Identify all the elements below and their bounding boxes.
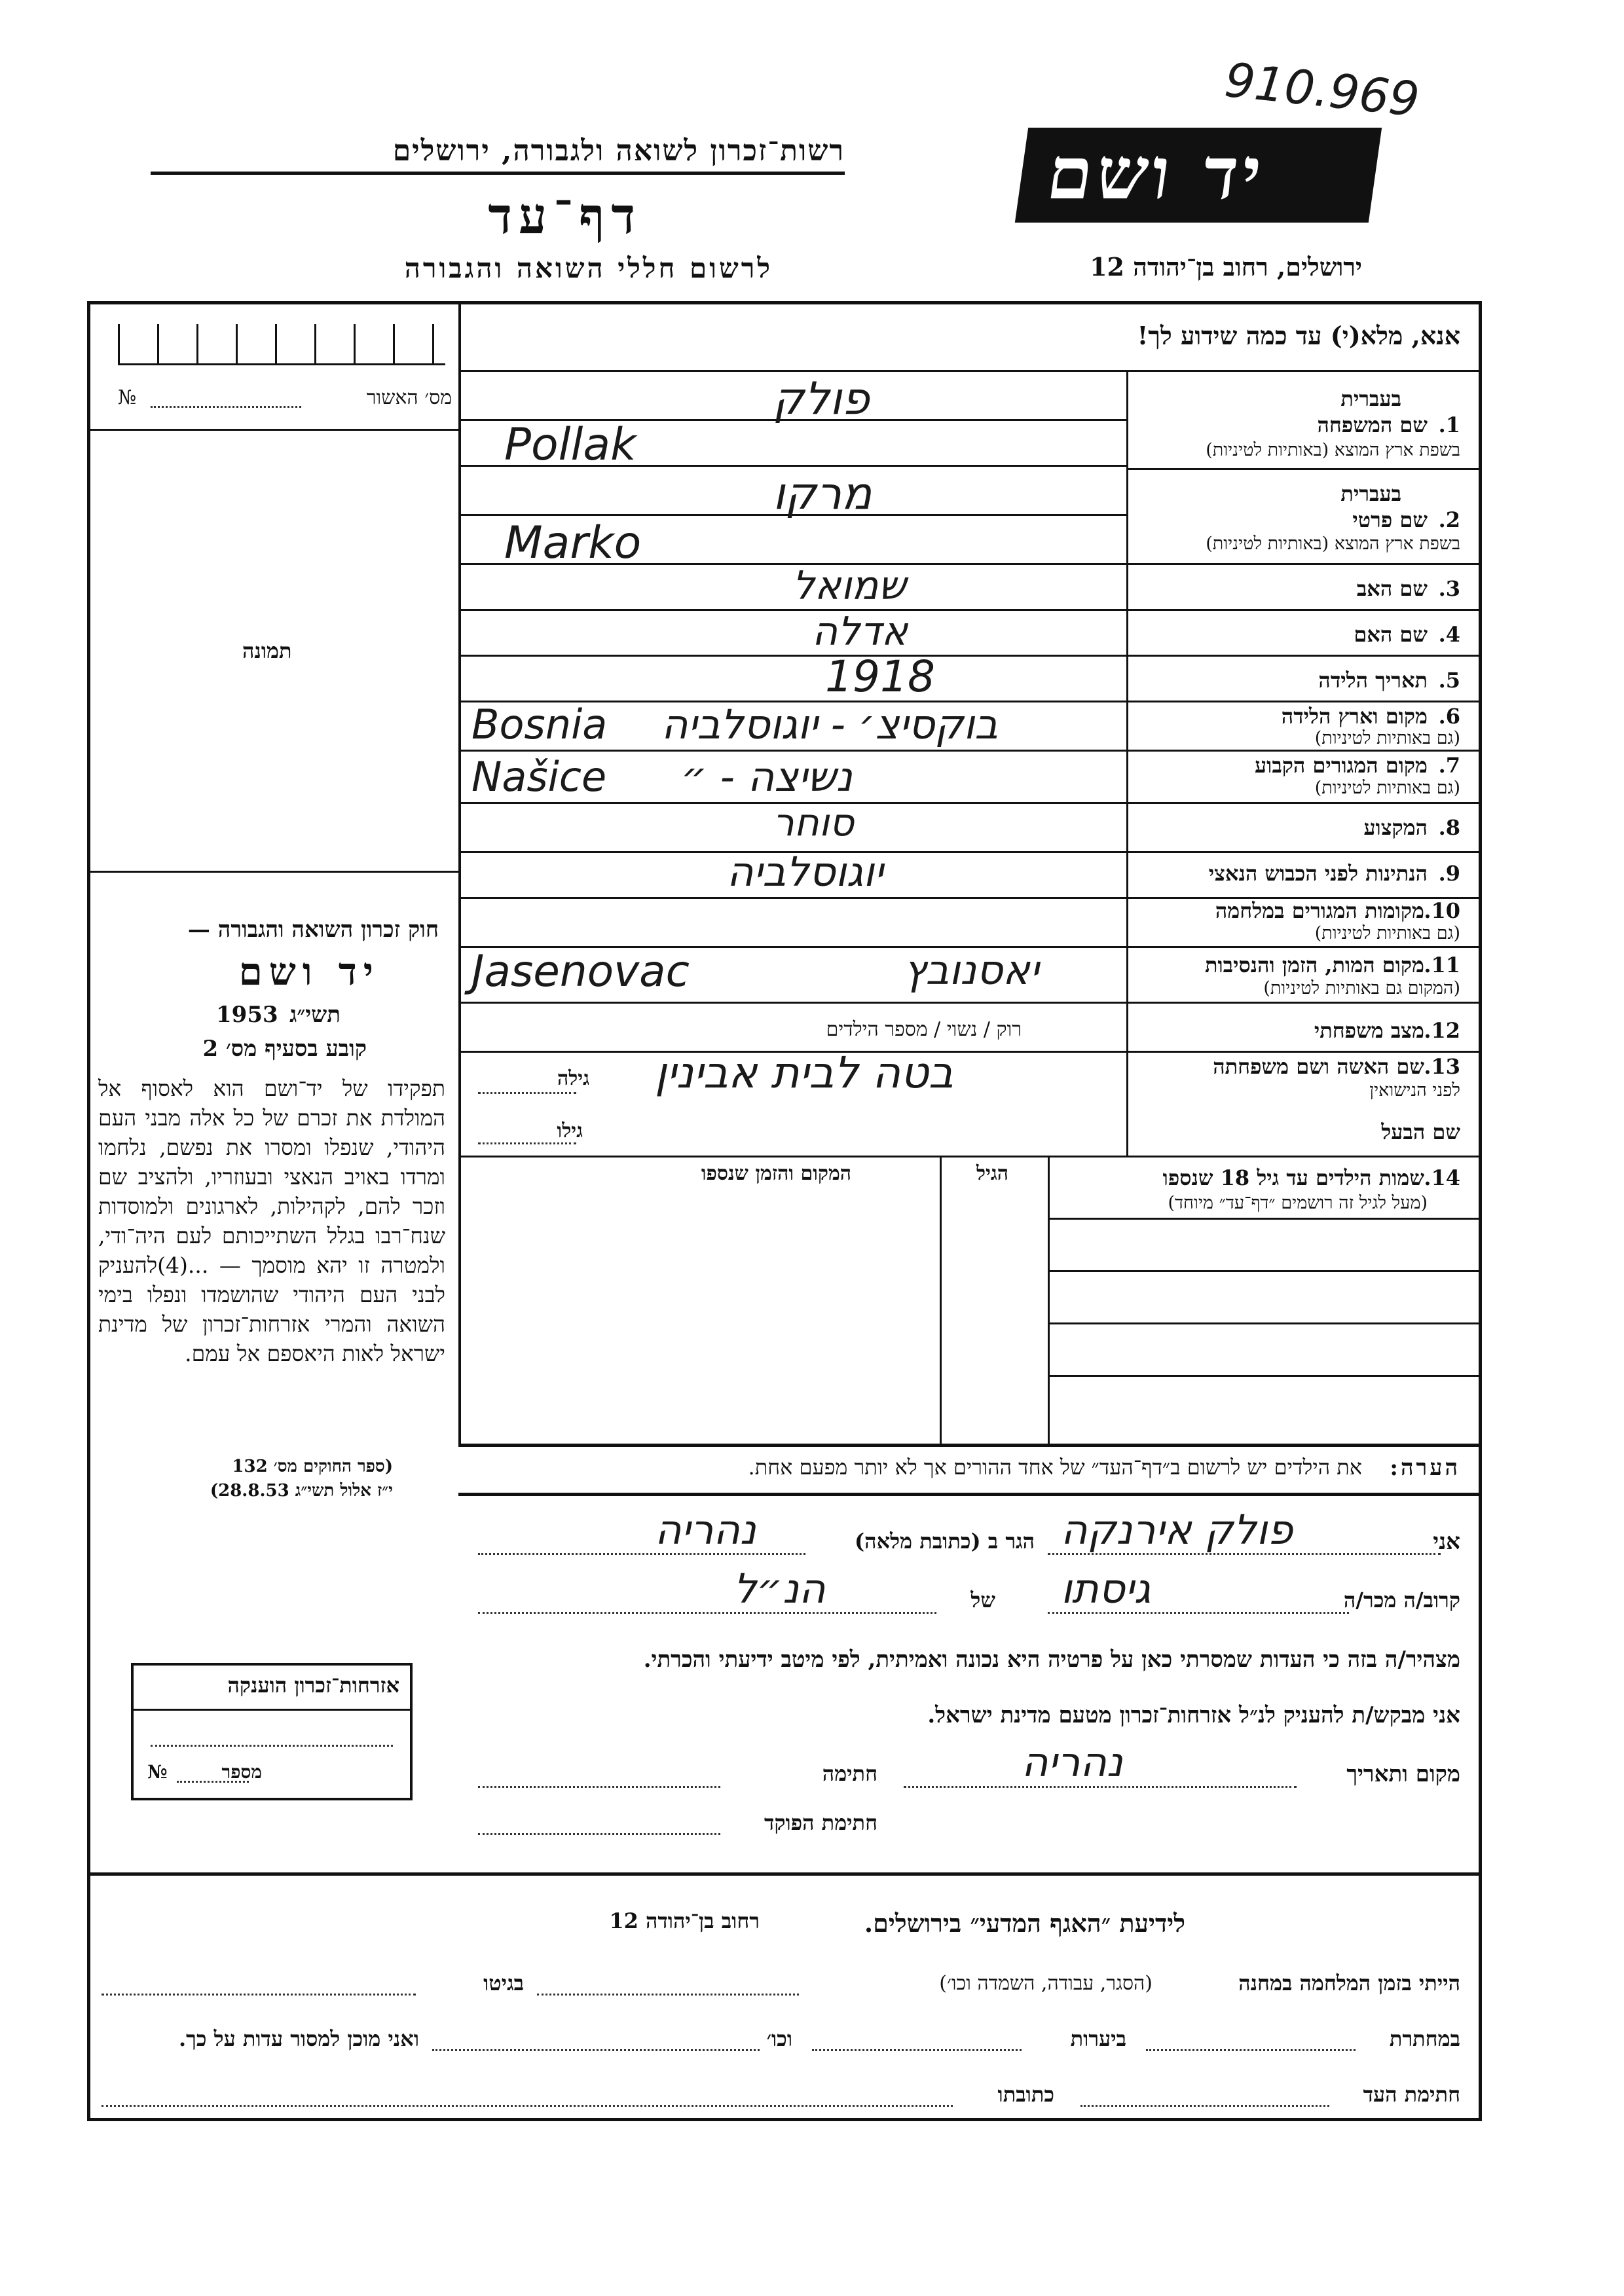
row-line: [461, 1002, 1126, 1004]
field-3-label: שם האב: [1356, 576, 1428, 601]
law-year: 1953: [216, 1002, 278, 1028]
intro-text: אנא, מלא(י) עד כמה שידוע לך!: [1137, 321, 1460, 350]
field-6-value-he: בוקסיצ׳ - יוגוסלביה: [661, 701, 999, 748]
field-6-label: מקום וארץ הלידה: [1281, 704, 1428, 729]
children-col-1: [940, 1156, 942, 1444]
declaration-address: נהריה: [655, 1506, 756, 1554]
children-label: שמות הילדים עד גיל 18 שנספו: [1162, 1165, 1424, 1190]
logo-text: יד ושם: [1042, 131, 1271, 215]
label-sep: [1128, 701, 1482, 702]
relation-value: גיסתו: [1061, 1565, 1151, 1613]
law-year-he: תשי״ג: [289, 1002, 341, 1028]
field-12-label: מצב משפחתי: [1314, 1018, 1424, 1043]
field-12-num: 12.: [1424, 1018, 1460, 1043]
footer-line1-a: הייתי בזמן המלחמה במחנה: [1238, 1971, 1460, 1995]
footer-line3-b: כתובתו: [997, 2082, 1054, 2107]
field-13-age-label: גילה: [557, 1067, 589, 1090]
field-8-label: המקצוע: [1363, 815, 1428, 840]
children-row-line: [1050, 1270, 1482, 1272]
field-1-value-he: פולק: [773, 373, 870, 425]
declaration-name-dots: [1048, 1553, 1441, 1555]
label-sep: [1128, 609, 1482, 611]
footer-line2-dots-2: [812, 2049, 1022, 2051]
citizenship-dots: [151, 1745, 393, 1747]
label-sep: [1128, 563, 1482, 565]
citizenship-no: №: [147, 1761, 168, 1783]
footer-line2-dots-3: [432, 2049, 760, 2051]
label-sep: [1128, 802, 1482, 804]
children-sub: (מעל לגיל זה רושמים ״דף־עד״ מיוחד): [1168, 1193, 1428, 1213]
field-1-sub: בשפת ארץ המוצא (באותיות לטיניות): [1206, 440, 1460, 460]
field-13-sub: לפני הנישואין: [1369, 1080, 1460, 1101]
of-dots: [478, 1612, 936, 1614]
field-8-num: 8.: [1438, 815, 1460, 840]
note-text: את הילדים יש לרשום ב״דף־העד״ של אחד ההורים אך לא יותר מפעם אחת.: [748, 1455, 1362, 1480]
footer-line2-dots-1: [1146, 2049, 1356, 2051]
field-13-label: שם האשה ושם משפחתה: [1213, 1054, 1424, 1079]
yad-vashem-logo: [1015, 128, 1382, 223]
footer-address: רחוב בן־יהודה 12: [609, 1908, 760, 1933]
label-sep: [1128, 1002, 1482, 1004]
children-col-2: [1048, 1156, 1050, 1444]
field-7-num: 7.: [1438, 753, 1460, 778]
field-10-sub: (גם באותיות לטיניות): [1314, 923, 1460, 943]
footer-line3-dots-2: [101, 2105, 953, 2107]
row-line: [461, 897, 1126, 899]
law-text: תפקידו של יד־ושם הוא לאסוף אל המולדת את זכרם של כל אלה מבני העם היהודי, שנפלו ומסרו את נפשם, נלחמו ומרדו באויב הנאצי ובעוזריו, ולהציב שם וזכר להם, לקהילות, לארגונים ולמוסדות שנח־רבו בגלל השתייכותם לעם היה־ודי, ולמטרה זו יהא מוסמך — ...(4)להעניק לבני העם היהודי שהושמדו ונפלו בימי השואה והמרי אזרחות־זכרון של מדינת ישראל לאות היאספם אל עמם.: [98, 1076, 445, 1366]
field-2-value-he: מרקו: [773, 468, 872, 520]
footer-line1-c: בגיטו: [483, 1971, 524, 1995]
field-6-num: 6.: [1438, 704, 1460, 729]
field-6-value-latin: Bosnia: [471, 701, 608, 748]
officer-dots: [478, 1833, 720, 1835]
field-6-sub: (גם באותיות לטיניות): [1314, 728, 1460, 748]
label-sep: [1128, 468, 1482, 470]
signature-dots: [478, 1786, 720, 1788]
label-sep: [1128, 851, 1482, 853]
children-col-place: המקום והזמן שנספו: [701, 1162, 851, 1185]
declaration-resides: הגר ב (כתובת מלאה): [855, 1529, 1035, 1554]
field-5-num: 5.: [1438, 668, 1460, 693]
citizenship-no-dots: [177, 1781, 249, 1783]
declaration-request: אני מבקש/ת להעניק לנ״ל אזרחות־זכרון מטעם מדינת ישראל.: [927, 1702, 1460, 1728]
declaration-statement: מצהיר/ה בזה כי העדות שמסרתי כאן על פרטיה היא נכונה ואמיתית, לפי מיטב ידיעתי והכרתי.: [643, 1647, 1460, 1673]
field-11-value-latin: Jasenovac: [471, 946, 690, 996]
intro-divider: [458, 370, 1482, 372]
of-label: של: [970, 1588, 995, 1613]
field-2-sub: בשפת ארץ המוצא (באותיות לטיניות): [1206, 534, 1460, 554]
footer-line3-a: חתימת העד: [1363, 2082, 1460, 2107]
children-row-line: [1050, 1218, 1482, 1220]
field-5-value: 1918: [825, 651, 935, 702]
field-13-age-dots: [478, 1092, 576, 1094]
signature-label: חתימה: [822, 1761, 877, 1786]
place-date-value: נהריה: [1022, 1738, 1123, 1786]
field-9-num: 9.: [1438, 861, 1460, 886]
field-4-value: אדלה: [812, 609, 908, 655]
field-9-label: הנתינות לפני הכבוש הנאצי: [1208, 861, 1428, 886]
note-label: הערה:: [1390, 1455, 1460, 1481]
relation-label: קרוב/ה מכר/ה: [1343, 1588, 1460, 1613]
approval-divider: [90, 429, 458, 431]
row-line: [461, 750, 1126, 752]
law-org: יד ושם: [238, 949, 380, 994]
field-11-num: 11.: [1424, 953, 1460, 977]
archive-number: 910.969: [1222, 52, 1422, 128]
field-4-label: שם האם: [1354, 622, 1428, 647]
husband-label: שם הבעל: [1381, 1120, 1460, 1144]
place-date-label: מקום ותאריך: [1346, 1761, 1460, 1787]
note-bottom-line: [458, 1493, 1482, 1496]
label-sep: [1128, 1051, 1482, 1053]
note-top-line: [458, 1444, 1482, 1447]
row-line: [461, 609, 1126, 611]
header-address: ירושלים, רחוב בן־יהודה 12: [1090, 252, 1362, 282]
field-4-num: 4.: [1438, 622, 1460, 647]
place-date-dots: [904, 1786, 1297, 1788]
children-num: 14.: [1424, 1165, 1460, 1190]
relation-dots: [1048, 1612, 1349, 1614]
children-row-line: [1050, 1375, 1482, 1377]
label-sep: [1128, 750, 1482, 752]
form-subtitle: לרשום חללי השואה והגבורה: [404, 252, 773, 284]
field-7-value-he: נשיצה - ״: [681, 753, 853, 801]
field-5-label: תאריך הלידה: [1318, 668, 1428, 693]
declaration-name: פולק אירנקה: [1061, 1506, 1293, 1554]
field-12-options: רוק / נשוי / מספר הילדים: [826, 1018, 1022, 1041]
field-11-label: מקום המות, הזמן והנסיבות: [1204, 953, 1424, 977]
field-7-value-latin: Našice: [471, 753, 607, 801]
field-13-value: בטה לבית אבינין: [655, 1048, 954, 1098]
label-column-divider: [1126, 370, 1128, 1156]
photo-divider: [90, 871, 458, 873]
declaration-i: אני: [1433, 1529, 1460, 1555]
children-col-age: הגיל: [976, 1162, 1008, 1185]
field-1-label: שם המשפחה: [1317, 412, 1428, 437]
authority-name: רשות־זכרון לשואה ולגבורה, ירושלים: [392, 134, 845, 168]
law-clause: קובע בסעיף מס׳ 2: [202, 1036, 367, 1062]
row-line: [461, 655, 1126, 657]
citizenship-title: אזרחות־זכרון הוענקה: [227, 1673, 399, 1698]
label-sep: [1128, 946, 1482, 948]
field-11-value-he: יאסנובץ: [904, 946, 1039, 994]
form-title: דף־עד: [488, 187, 642, 245]
footer-line2-a: במחתרת: [1389, 2026, 1460, 2051]
approval-label: מס׳ האשור: [366, 386, 452, 409]
law-title: חוק זכרון השואה והגבורה —: [187, 917, 439, 943]
officer-label: חתימת הפוקד: [764, 1810, 877, 1835]
approval-no: №: [118, 386, 137, 409]
footer-line2-c: וכו׳: [766, 2026, 792, 2051]
husband-age-label: גילו: [557, 1120, 583, 1142]
field-9-value: יוגוסלביה: [727, 848, 883, 896]
authority-underline: [151, 172, 845, 175]
children-top-line: [458, 1156, 1482, 1157]
footer-line1-dots-1: [537, 1994, 799, 1995]
footer-title: לידיעת ״האגף המדעי״ בירושלים.: [864, 1908, 1185, 1938]
field-1-hebrew-tag: בעברית: [1340, 386, 1401, 411]
field-7-label: מקום המגורים הקבוע: [1255, 753, 1428, 778]
field-1-num: 1.: [1438, 412, 1460, 437]
field-8-value: סוחר: [773, 800, 855, 845]
field-2-label: שם פרטי: [1352, 507, 1428, 532]
citizenship-divider: [134, 1709, 410, 1711]
photo-label: תמונה: [242, 638, 292, 663]
footer-top-line: [87, 1872, 1482, 1876]
law-ref-1: (ספר החוקים מס׳ 132: [232, 1457, 393, 1476]
field-10-num: 10.: [1424, 898, 1460, 923]
approval-dots: [151, 406, 301, 408]
approval-number-boxes: [118, 324, 445, 365]
field-1-value-latin: Pollak: [504, 419, 637, 471]
field-7-sub: (גם באותיות לטיניות): [1314, 778, 1460, 798]
of-value: הנ״ל: [733, 1565, 826, 1613]
field-3-num: 3.: [1438, 576, 1460, 601]
footer-line2-d: ואני מוכן למסור עדות על כך.: [178, 2026, 419, 2051]
footer-line2-b: ביערות: [1070, 2026, 1126, 2051]
footer-line1-dots-2: [101, 1994, 416, 1995]
citizenship-number-label: מספר: [221, 1761, 262, 1783]
children-row-line: [1050, 1322, 1482, 1324]
left-column-divider: [458, 301, 461, 1447]
field-11-sub: (המקום גם באותיות לטיניות): [1263, 978, 1460, 998]
footer-line1-b: (הסגר, עבודה, השמדה וכו׳): [939, 1972, 1153, 1995]
field-2-hebrew-tag: בעברית: [1340, 481, 1401, 506]
field-2-value-latin: Marko: [504, 517, 642, 569]
field-2-num: 2.: [1438, 507, 1460, 532]
husband-age-dots: [478, 1142, 576, 1144]
law-ref-2: י״ז אלול תשי״ג 28.8.53): [210, 1481, 393, 1501]
declaration-address-dots: [478, 1553, 805, 1555]
field-10-label: מקומות המגורים במלחמה: [1215, 898, 1424, 923]
field-3-value: שמואל: [792, 563, 906, 609]
field-13-num: 13.: [1424, 1054, 1460, 1079]
label-sep: [1128, 655, 1482, 657]
footer-line3-dots-1: [1080, 2105, 1329, 2107]
